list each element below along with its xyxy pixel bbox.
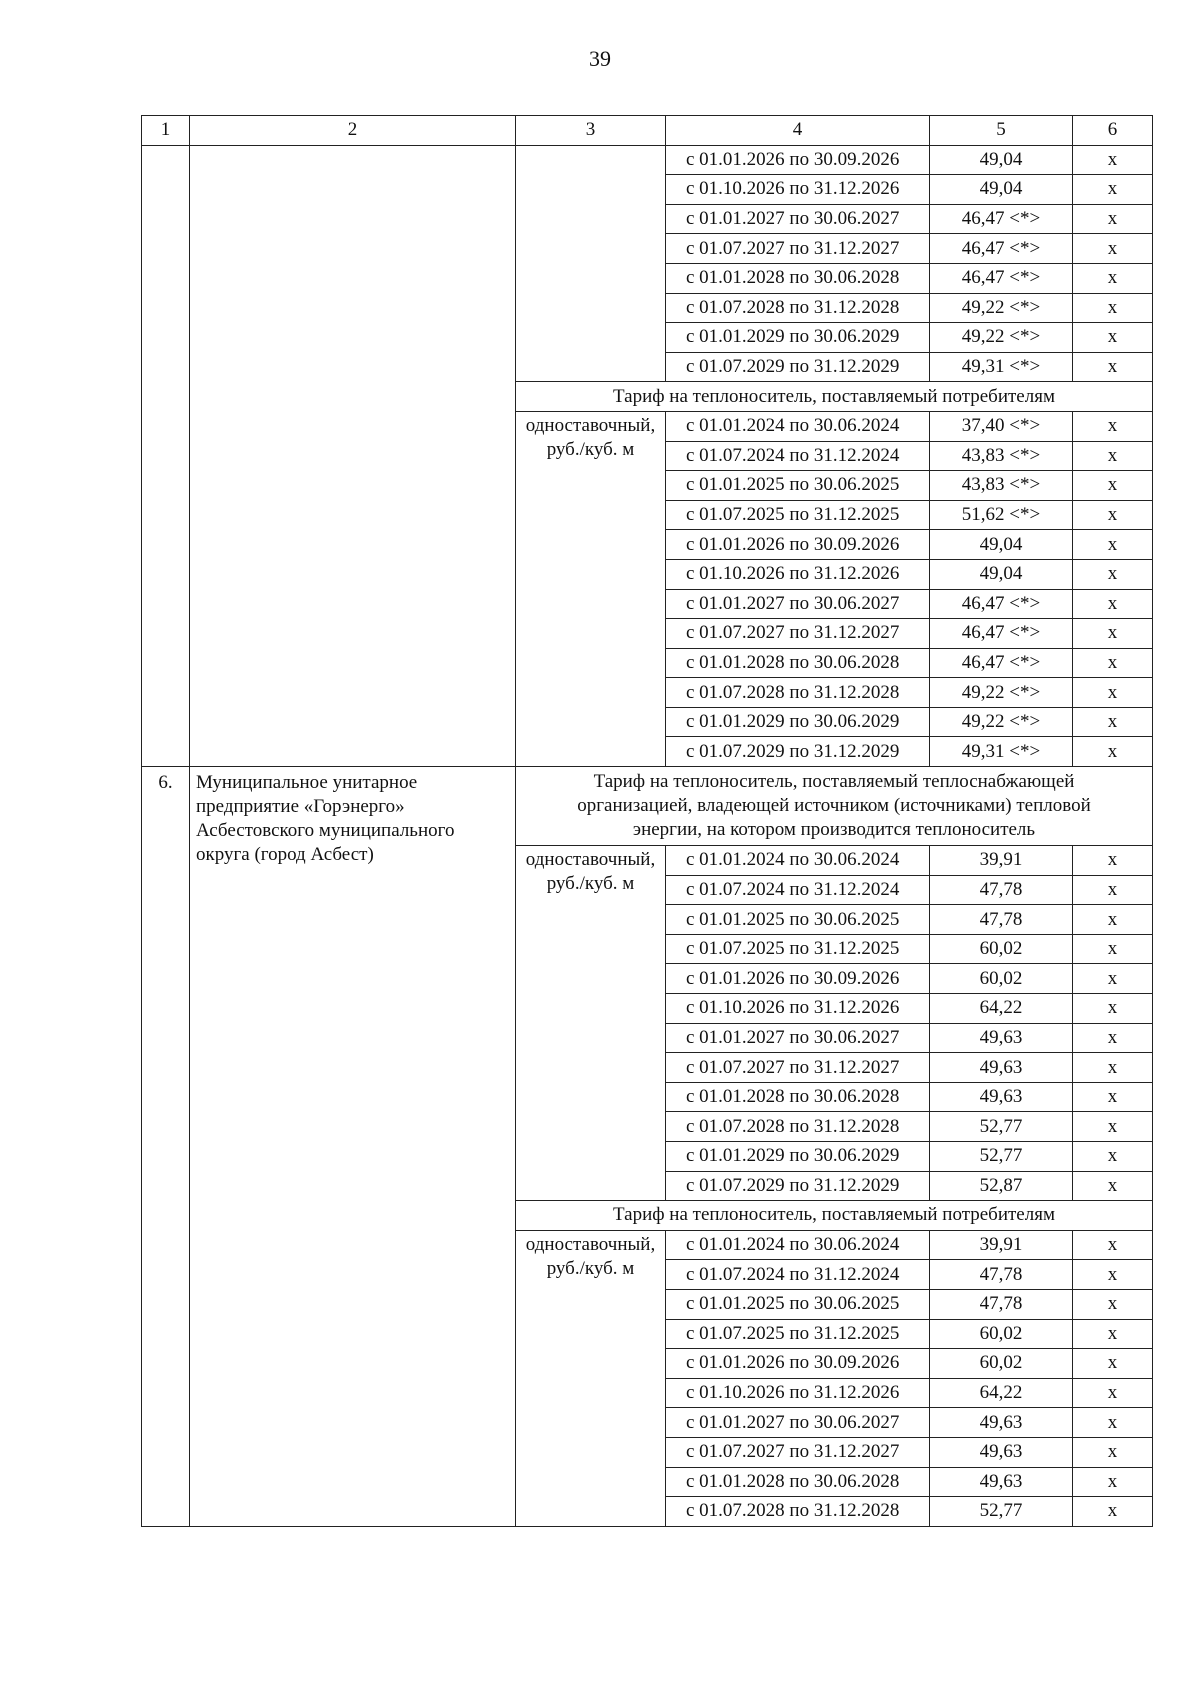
period-cell: с 01.10.2026 по 31.12.2026: [666, 1378, 930, 1408]
period-cell: с 01.01.2028 по 30.06.2028: [666, 263, 930, 293]
tariff-value-cell: 49,63: [930, 1082, 1073, 1112]
mark-cell: х: [1073, 1082, 1153, 1112]
period-cell: с 01.10.2026 по 31.12.2026: [666, 994, 930, 1024]
mark-cell: х: [1073, 175, 1153, 205]
period-cell: с 01.07.2027 по 31.12.2027: [666, 1437, 930, 1467]
period-cell: с 01.01.2026 по 30.09.2026: [666, 1349, 930, 1379]
rate-type-cell: [516, 145, 666, 382]
mark-cell: х: [1073, 619, 1153, 649]
tariff-value-cell: 46,47 <*>: [930, 619, 1073, 649]
tariff-value-cell: 47,78: [930, 1260, 1073, 1290]
tariff-value-cell: 52,87: [930, 1171, 1073, 1201]
tariff-value-cell: 49,63: [930, 1408, 1073, 1438]
period-cell: с 01.01.2024 по 30.06.2024: [666, 846, 930, 876]
tariff-value-cell: 46,47 <*>: [930, 204, 1073, 234]
period-cell: с 01.07.2025 по 31.12.2025: [666, 934, 930, 964]
period-cell: с 01.01.2024 по 30.06.2024: [666, 411, 930, 441]
period-cell: с 01.01.2026 по 30.09.2026: [666, 964, 930, 994]
mark-cell: х: [1073, 500, 1153, 530]
organization-cell-line: округа (город Асбест): [196, 844, 374, 866]
mark-cell: х: [1073, 441, 1153, 471]
period-cell: с 01.07.2027 по 31.12.2027: [666, 234, 930, 264]
tariff-value-cell: 49,22 <*>: [930, 323, 1073, 353]
period-cell: с 01.01.2026 по 30.09.2026: [666, 530, 930, 560]
column-header-5: 5: [930, 116, 1073, 146]
tariff-value-cell: 46,47 <*>: [930, 263, 1073, 293]
mark-cell: х: [1073, 1378, 1153, 1408]
tariff-value-cell: 39,91: [930, 846, 1073, 876]
mark-cell: х: [1073, 1053, 1153, 1083]
period-cell: с 01.07.2024 по 31.12.2024: [666, 875, 930, 905]
mark-cell: х: [1073, 875, 1153, 905]
mark-cell: х: [1073, 707, 1153, 737]
period-cell: с 01.07.2028 по 31.12.2028: [666, 1112, 930, 1142]
tariff-table-body: [142, 116, 1153, 1527]
organization-cell-line: Муниципальное унитарное: [196, 772, 418, 794]
period-cell: с 01.07.2025 по 31.12.2025: [666, 1319, 930, 1349]
mark-cell: х: [1073, 1467, 1153, 1497]
organization-cell: [190, 767, 516, 1527]
rate-type-cell-line: одноставочный,: [525, 849, 656, 871]
period-cell: с 01.07.2028 по 31.12.2028: [666, 1497, 930, 1527]
tariff-value-cell: 49,63: [930, 1467, 1073, 1497]
period-cell: с 01.01.2029 по 30.06.2029: [666, 707, 930, 737]
mark-cell: х: [1073, 994, 1153, 1024]
period-cell: с 01.07.2024 по 31.12.2024: [666, 441, 930, 471]
period-cell: с 01.07.2024 по 31.12.2024: [666, 1260, 930, 1290]
mark-cell: х: [1073, 1230, 1153, 1260]
tariff-value-cell: 60,02: [930, 934, 1073, 964]
organization-cell: [190, 145, 516, 766]
period-cell: с 01.01.2025 по 30.06.2025: [666, 471, 930, 501]
header-row: [142, 116, 1153, 146]
supplier-tariff-title-line: организацией, владеющей источником (источниками) тепловой: [577, 795, 1091, 817]
mark-cell: х: [1073, 352, 1153, 382]
row-number-cell: 6.: [142, 767, 190, 1527]
tariff-value-cell: 49,63: [930, 1023, 1073, 1053]
mark-cell: х: [1073, 846, 1153, 876]
tariff-value-cell: 49,63: [930, 1437, 1073, 1467]
mark-cell: х: [1073, 263, 1153, 293]
period-cell: с 01.01.2027 по 30.06.2027: [666, 1023, 930, 1053]
mark-cell: х: [1073, 1408, 1153, 1438]
column-header-2: 2: [190, 116, 516, 146]
tariff-value-cell: 46,47 <*>: [930, 234, 1073, 264]
organization-cell-line: предприятие «Горэнерго»: [196, 796, 405, 818]
mark-cell: х: [1073, 1260, 1153, 1290]
period-cell: с 01.01.2028 по 30.06.2028: [666, 1467, 930, 1497]
tariff-value-cell: 52,77: [930, 1142, 1073, 1172]
period-cell: с 01.07.2029 по 31.12.2029: [666, 352, 930, 382]
tariff-value-cell: 64,22: [930, 1378, 1073, 1408]
page-number: 39: [589, 46, 611, 71]
tariff-value-cell: 49,04: [930, 175, 1073, 205]
period-cell: с 01.07.2028 по 31.12.2028: [666, 678, 930, 708]
period-cell: с 01.01.2026 по 30.09.2026: [666, 145, 930, 175]
row-number-cell: [142, 145, 190, 766]
period-cell: с 01.07.2025 по 31.12.2025: [666, 500, 930, 530]
tariff-value-cell: 49,22 <*>: [930, 293, 1073, 323]
period-cell: с 01.10.2026 по 31.12.2026: [666, 559, 930, 589]
tariff-value-cell: 49,04: [930, 145, 1073, 175]
mark-cell: х: [1073, 1112, 1153, 1142]
mark-cell: х: [1073, 559, 1153, 589]
mark-cell: х: [1073, 905, 1153, 935]
mark-cell: х: [1073, 204, 1153, 234]
column-header-4: 4: [666, 116, 930, 146]
period-cell: с 01.07.2027 по 31.12.2027: [666, 1053, 930, 1083]
tariff-value-cell: 49,63: [930, 1053, 1073, 1083]
mark-cell: х: [1073, 530, 1153, 560]
supplier-tariff-title: [516, 767, 1153, 846]
mark-cell: х: [1073, 234, 1153, 264]
rate-type-cell: [516, 1230, 666, 1526]
tariff-value-cell: 46,47 <*>: [930, 648, 1073, 678]
period-cell: с 01.10.2026 по 31.12.2026: [666, 175, 930, 205]
tariff-value-cell: 46,47 <*>: [930, 589, 1073, 619]
tariff-value-cell: 43,83 <*>: [930, 471, 1073, 501]
mark-cell: х: [1073, 964, 1153, 994]
tariff-value-cell: 60,02: [930, 964, 1073, 994]
tariff-value-cell: 60,02: [930, 1349, 1073, 1379]
mark-cell: х: [1073, 1437, 1153, 1467]
period-cell: с 01.07.2029 по 31.12.2029: [666, 737, 930, 767]
rate-type-cell: [516, 411, 666, 766]
supplier-tariff-title-line: Тариф на теплоноситель, поставляемый теплоснабжающей: [593, 771, 1075, 793]
column-header-6: 6: [1073, 116, 1153, 146]
tariff-value-cell: 52,77: [930, 1112, 1073, 1142]
supplier-tariff-title-line: энергии, на котором производится теплоноситель: [632, 819, 1036, 841]
tariff-value-cell: 49,04: [930, 530, 1073, 560]
tariff-value-cell: 37,40 <*>: [930, 411, 1073, 441]
period-cell: с 01.01.2024 по 30.06.2024: [666, 1230, 930, 1260]
tariff-value-cell: 49,31 <*>: [930, 352, 1073, 382]
mark-cell: х: [1073, 1349, 1153, 1379]
mark-cell: х: [1073, 678, 1153, 708]
mark-cell: х: [1073, 1171, 1153, 1201]
tariff-value-cell: 47,78: [930, 875, 1073, 905]
rate-type-cell-line: одноставочный,: [525, 414, 656, 436]
tariff-value-cell: 52,77: [930, 1497, 1073, 1527]
rate-type-cell-line: одноставочный,: [525, 1233, 656, 1255]
mark-cell: х: [1073, 589, 1153, 619]
table-row: [142, 145, 1153, 175]
period-cell: с 01.01.2028 по 30.06.2028: [666, 1082, 930, 1112]
period-cell: с 01.07.2028 по 31.12.2028: [666, 293, 930, 323]
mark-cell: х: [1073, 411, 1153, 441]
period-cell: с 01.01.2029 по 30.06.2029: [666, 1142, 930, 1172]
period-cell: с 01.07.2027 по 31.12.2027: [666, 619, 930, 649]
tariff-value-cell: 49,31 <*>: [930, 737, 1073, 767]
rate-type-cell-line: руб./куб. м: [546, 438, 635, 460]
consumer-tariff-title: Тариф на теплоноситель, поставляемый потребителям: [516, 1201, 1153, 1231]
tariff-value-cell: 47,78: [930, 905, 1073, 935]
tariff-value-cell: 64,22: [930, 994, 1073, 1024]
tariff-value-cell: 43,83 <*>: [930, 441, 1073, 471]
organization-cell-line: Асбестовского муниципального: [196, 820, 455, 842]
period-cell: с 01.01.2029 по 30.06.2029: [666, 323, 930, 353]
mark-cell: х: [1073, 648, 1153, 678]
tariff-value-cell: 49,22 <*>: [930, 678, 1073, 708]
mark-cell: х: [1073, 1319, 1153, 1349]
mark-cell: х: [1073, 1289, 1153, 1319]
mark-cell: х: [1073, 293, 1153, 323]
mark-cell: х: [1073, 737, 1153, 767]
mark-cell: х: [1073, 934, 1153, 964]
mark-cell: х: [1073, 323, 1153, 353]
mark-cell: х: [1073, 1023, 1153, 1053]
tariff-value-cell: 47,78: [930, 1289, 1073, 1319]
consumer-tariff-title: Тариф на теплоноситель, поставляемый потребителям: [516, 382, 1153, 412]
period-cell: с 01.01.2027 по 30.06.2027: [666, 1408, 930, 1438]
rate-type-cell-line: руб./куб. м: [546, 873, 635, 895]
tariff-value-cell: 49,22 <*>: [930, 707, 1073, 737]
subheader-row: [142, 767, 1153, 846]
tariff-value-cell: 49,04: [930, 559, 1073, 589]
tariff-value-cell: 51,62 <*>: [930, 500, 1073, 530]
period-cell: с 01.01.2028 по 30.06.2028: [666, 648, 930, 678]
tariff-value-cell: 39,91: [930, 1230, 1073, 1260]
tariff-table: [141, 115, 1153, 1527]
mark-cell: х: [1073, 471, 1153, 501]
rate-type-cell: [516, 846, 666, 1201]
mark-cell: х: [1073, 1497, 1153, 1527]
rate-type-cell-line: руб./куб. м: [546, 1257, 635, 1279]
period-cell: с 01.01.2025 по 30.06.2025: [666, 905, 930, 935]
period-cell: с 01.07.2029 по 31.12.2029: [666, 1171, 930, 1201]
column-header-1: 1: [142, 116, 190, 146]
period-cell: с 01.01.2025 по 30.06.2025: [666, 1289, 930, 1319]
mark-cell: х: [1073, 1142, 1153, 1172]
period-cell: с 01.01.2027 по 30.06.2027: [666, 204, 930, 234]
period-cell: с 01.01.2027 по 30.06.2027: [666, 589, 930, 619]
column-header-3: 3: [516, 116, 666, 146]
tariff-value-cell: 60,02: [930, 1319, 1073, 1349]
mark-cell: х: [1073, 145, 1153, 175]
